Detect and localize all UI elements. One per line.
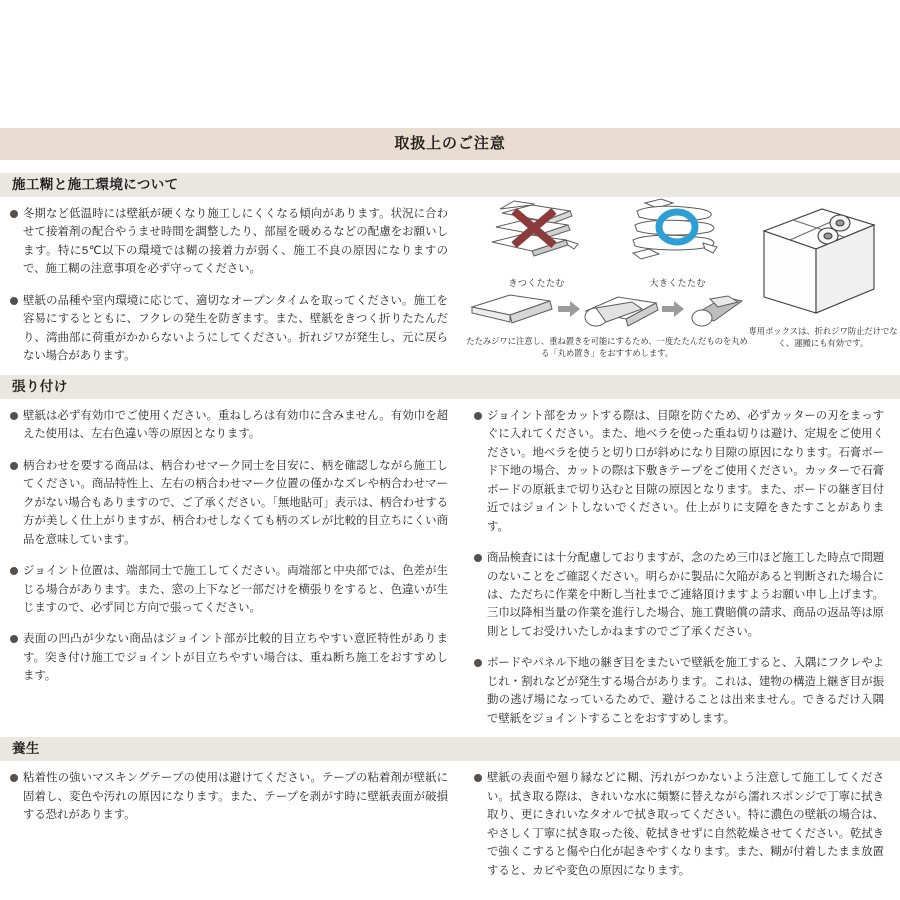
section-body-protection	[0, 761, 900, 880]
fold-tight-cell	[474, 197, 599, 289]
folded-stack-tight-icon	[474, 197, 599, 275]
column-left	[0, 761, 466, 824]
storage-box-illustration-group	[748, 197, 898, 349]
list-item: 商品検査には十分配慮しておりますが、念のため三巾ほど施工した時点で問題のないことをご確認ください。明らかに製品に欠陥があると判断された場合には、ただちに作業を中断し当社までご連絡頂けますようお願い申し上げます。三巾以降相当量の作業を進行した場合、施工費賠償の請求、商品の返品等は原則としてお受けいたしかねますのでご了承ください。	[474, 549, 884, 641]
storage-box-caption: 専用ボックスは、折れジワ防止だけでなく、運搬にも有効です。	[748, 326, 898, 349]
column-right	[466, 399, 900, 729]
page-title: 取扱上のご注意	[0, 128, 900, 160]
section-body-application	[0, 399, 900, 729]
section-heading-protection: 養生	[0, 737, 900, 761]
list-item: ボードやパネル下地の継ぎ目をまたいで壁紙を施工すると、入隅にフクレやよじれ・割れなどが発生する場合があります。これは、建物の構造上継ぎ目が振動の逃げ場になっているためで、避けることは出来ません。できるだけ入隅で壁紙をジョイントすることをおすすめします。	[474, 654, 884, 728]
arrow-icon	[558, 301, 580, 317]
arrow-icon	[662, 301, 684, 317]
fold-loose-label: 大きくたたむ	[649, 278, 706, 288]
column-right	[466, 761, 900, 880]
list-item: 粘着性の強いマスキングテープの使用は避けてください。テープの粘着剤が壁紙に固着し、変色や汚れの原因になります。また、テープを剥がす時に壁紙表面が破損する恐れがあります。	[10, 769, 448, 824]
spacer	[0, 160, 900, 173]
column-left	[0, 399, 466, 686]
list-item: 表面の凹凸が少ない商品はジョイント部が比較的目立ちやすい意匠特性があります。突き付け施工でジョイントが目立ちやすい場合は、重ね断ち施工をおすすめします。	[10, 630, 448, 685]
column-left	[0, 197, 466, 366]
fold-loose-cell	[615, 197, 740, 289]
folding-illustration-caption: たたみジワに注意し、重ね置きを可能にするため、一度たたんだものを丸める「丸め置き」をおすすめします。	[466, 336, 748, 359]
list-item: ジョイント部をカットする際は、目隙を防ぐため、必ずカッターの刃をまっすぐに入れてください。また、地ベラを使った重ね切りは避け、定規をご使用ください。地ベラを使うと切り口が斜めになり目隙の原因になります。石膏ボード下地の場合、カットの際は下敷きテープをご使用ください。カッターで石膏ボードの原紙まで切り込むと目隙の原因となります。また、ボードの継ぎ目付近ではジョイントしないでください。仕上がりに支障をきたすことがあります。	[474, 407, 884, 536]
section-heading-application: 張り付け	[0, 375, 900, 399]
rolling-sequence-icon	[466, 289, 748, 335]
spacer	[0, 366, 900, 375]
spacer	[0, 728, 900, 737]
list-item: 壁紙は必ず有効巾でご使用ください。重ねしろは有効巾に含みません。有効巾を超えた使用は、左右色違い等の原因となります。	[10, 407, 448, 444]
list-item: 壁紙の表面や廻り縁などに糊、汚れがつかないよう注意して施工してください。拭き取る際は、きれいな水に頻繁に替えながら濡れスポンジで丁寧に拭き取り、更にきれいなタオルで拭き取ってください。特に濃色の壁紙の場合は、やさしく丁寧に拭き取った後、乾拭きせずに自然乾燥させてください。乾拭きで強くこすると傷や白化が起きやすくなります。また、糊が付着したまま放置すると、カビや変色の原因になります。	[474, 769, 884, 880]
storage-box-icon	[748, 197, 898, 325]
top-margin	[0, 0, 900, 128]
fold-tight-label: きつくたたむ	[508, 278, 565, 288]
section-body-construction-paste	[0, 197, 900, 366]
list-item: 冬期など低温時には壁紙が硬くなり施工しにくくなる傾向があります。状況に合わせて接着剤の配合やうませ時間を調整したり、部屋を暖めるなどの配慮をお願いします。特に5℃以下の環境では糊の接着力が弱く、施工不良の原因になりますので、施工糊の注意事項を必ず守ってください。	[10, 205, 448, 279]
column-right-illustrations	[466, 197, 900, 359]
folded-stack-loose-icon	[615, 197, 740, 275]
list-item: 柄合わせを要する商品は、柄合わせマーク同士を目安に、柄を確認しながら施工してください。商品特性上、左右の柄合わせマーク位置の僅かなズレや柄合わせマークがない場合もありますので、ご了承ください。「無地貼可」表示は、柄合わせする方が美しく仕上がりますが、柄合わせしなくても柄のズレが比較的目立ちにくい商品を意味しています。	[10, 457, 448, 549]
list-item: 壁紙の品種や室内環境に応じて、適切なオープンタイムを取ってください。施工を容易にするとともに、フクレの発生を防ぎます。また、壁紙をきつく折りたたんだり、湾曲部に荷重がかからないようにしてください。折れジワが発生し、元に戻らない場合があります。	[10, 292, 448, 366]
list-item: ジョイント位置は、端部同士で施工してください。両端部と中央部では、色差が生じる場合があります。また、窓の上下など一部だけを横張りをすると、色違いが生じますので、必ず同じ方向で張ってください。	[10, 562, 448, 617]
folding-illustration-group	[466, 197, 748, 359]
section-heading-construction-paste: 施工糊と施工環境について	[0, 173, 900, 197]
